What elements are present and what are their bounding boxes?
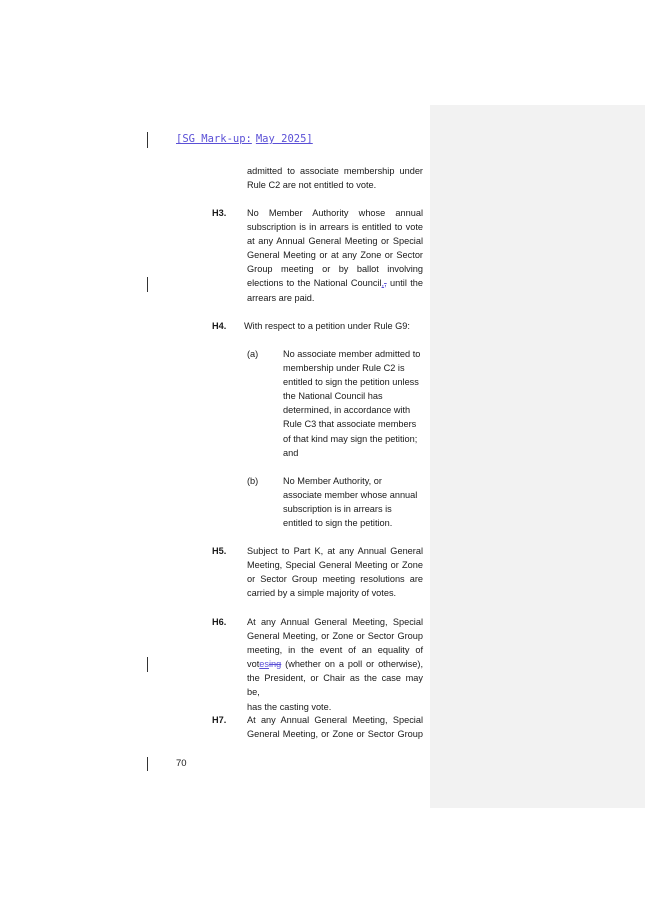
text-line: and bbox=[283, 447, 299, 458]
text-line: subscription is in arrears is bbox=[283, 504, 392, 515]
text-line: No Member Authority, or bbox=[283, 476, 382, 486]
change-bar-footer bbox=[147, 757, 148, 771]
text-line: General Meeting, or Zone or Sector Group bbox=[247, 631, 423, 642]
text-line: of that kind may sign the petition; bbox=[283, 433, 418, 444]
text-line: No associate member admitted to bbox=[283, 349, 421, 359]
page-number: 70 bbox=[176, 758, 187, 769]
text-line: subscription is in arrears is entitled to vote bbox=[247, 222, 423, 233]
text-line: at any Annual General Meeting or Special bbox=[247, 236, 423, 247]
h5-paragraph bbox=[247, 544, 423, 600]
change-bar-h6 bbox=[147, 657, 148, 672]
text-line: membership under Rule C2 is bbox=[283, 363, 405, 374]
h4-intro: With respect to a petition under Rule G9: bbox=[244, 321, 410, 331]
text-line: admitted to associate membership under bbox=[247, 166, 423, 176]
h5-label: H5. bbox=[212, 546, 227, 556]
text-line: Rule C2 are not entitled to vote. bbox=[247, 180, 377, 191]
comment-pane bbox=[430, 105, 645, 808]
text-line: associate member whose annual bbox=[283, 490, 418, 501]
text-line: At any Annual General Meeting, Special bbox=[247, 715, 423, 725]
text-line: the National Council has bbox=[283, 391, 383, 402]
text-line-tracked-change: elections to the National Council,, until the bbox=[247, 278, 423, 289]
h6-paragraph bbox=[247, 615, 423, 714]
deleted-text: ing bbox=[268, 659, 282, 670]
text-line: No Member Authority whose annual bbox=[247, 208, 423, 218]
markup-header bbox=[176, 133, 313, 145]
text-line: entitled to sign the petition unless bbox=[283, 377, 419, 388]
inserted-text: , bbox=[381, 278, 385, 289]
text-line: arrears are paid. bbox=[247, 292, 315, 303]
text-line: Rule C3 that associate members bbox=[283, 419, 417, 430]
text-line: At any Annual General Meeting, Special bbox=[247, 617, 423, 627]
text-line: Group meeting or by ballot involving bbox=[247, 264, 423, 275]
h4-item-b bbox=[283, 474, 425, 530]
h3-label: H3. bbox=[212, 208, 227, 218]
text-line: Meeting, Special General Meeting or Zone bbox=[247, 560, 423, 571]
h7-paragraph bbox=[247, 713, 423, 741]
h4-label: H4. bbox=[212, 321, 227, 331]
h7-label: H7. bbox=[212, 715, 227, 725]
text-line: General Meeting or at any Zone or Sector bbox=[247, 250, 423, 261]
text-line: determined, in accordance with bbox=[283, 405, 411, 416]
h4-item-a-marker: (a) bbox=[247, 349, 259, 359]
text-line: has the casting vote. bbox=[247, 701, 332, 712]
change-bar-h3 bbox=[147, 277, 148, 292]
text-line: carried by a simple majority of votes. bbox=[247, 588, 397, 599]
text-line: meeting, in the event of an equality of bbox=[247, 645, 423, 656]
h2-continued bbox=[247, 164, 423, 192]
text-line: entitled to sign the petition. bbox=[283, 518, 393, 529]
h6-label: H6. bbox=[212, 617, 227, 627]
markup-date: May 2025] bbox=[255, 133, 313, 145]
deleted-text: , bbox=[384, 278, 387, 289]
markup-label: [SG Mark-up: bbox=[176, 133, 252, 145]
h4-item-a bbox=[283, 347, 425, 460]
text-line: the President, or Chair as the case may be, bbox=[247, 673, 423, 698]
text-line-tracked-change: votesing (whether on a poll or otherwise), bbox=[247, 659, 423, 670]
text-line: General Meeting, or Zone or Sector Group bbox=[247, 729, 423, 740]
inserted-text: es bbox=[259, 659, 269, 670]
text-line: Subject to Part K, at any Annual General bbox=[247, 546, 423, 556]
change-bar-header bbox=[147, 132, 148, 148]
h4-item-b-marker: (b) bbox=[247, 476, 259, 486]
h3-paragraph bbox=[247, 206, 423, 305]
text-line: or Sector Group meeting resolutions are bbox=[247, 574, 423, 585]
